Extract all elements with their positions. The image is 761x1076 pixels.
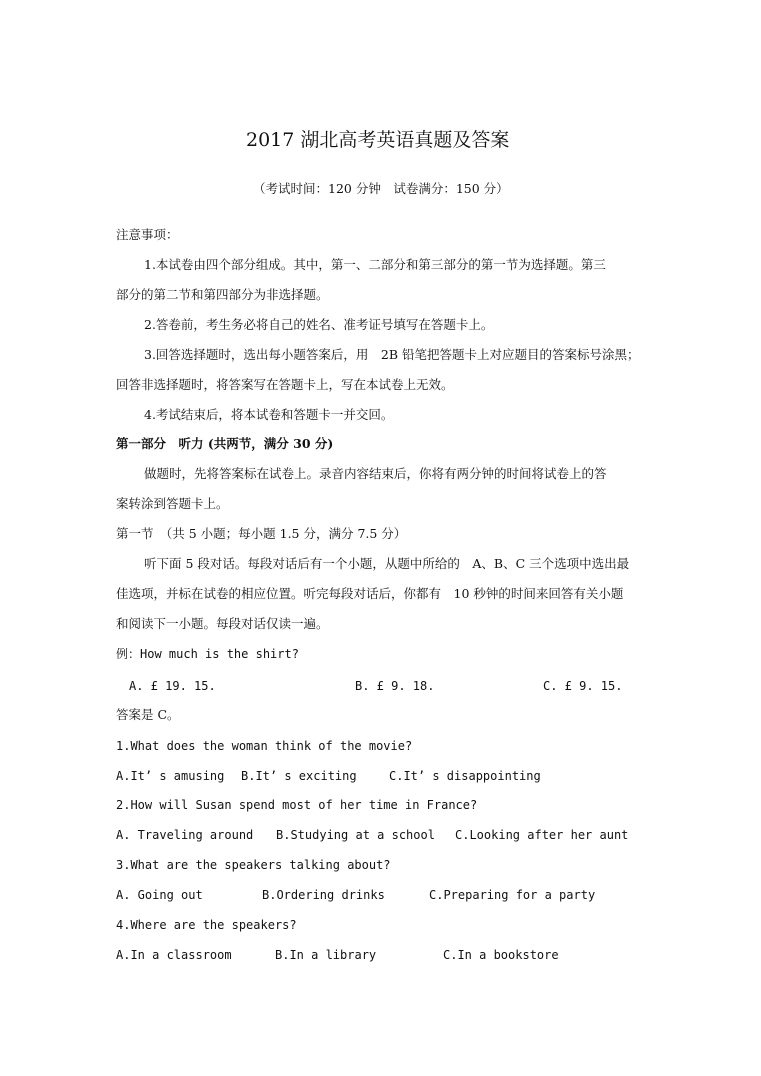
notice-item-3-line-1: 3.回答选择题时，选出每小题答案后，用 2B 铅笔把答题卡上对应题目的答案标号涂黑； [144,347,640,362]
exam-subtitle: （考试时间：120 分钟 试卷满分：150 分） [253,181,509,196]
notice-item-2: 2.答卷前，考生务必将自己的姓名、准考证号填写在答题卡上。 [144,317,494,332]
notice-item-3-line-2: 回答非选择题时，将答案写在答题卡上，写在本试卷上无效。 [116,377,454,392]
notice-heading: 注意事项： [116,227,179,242]
question-1-option-c: C.It’ s disappointing [389,769,541,783]
example-option-b: B. £ 9. 18. [355,679,435,693]
section-1-instruction-line-3: 和阅读下一小题。每段对话仅读一遍。 [116,616,329,631]
question-2-option-c: C.Looking after her aunt [455,828,629,842]
part-1-intro-line-1: 做题时，先将答案标在试卷上。录音内容结束后，你将有两分钟的时间将试卷上的答 [144,466,607,481]
question-3: 3.What are the speakers talking about? [116,858,391,872]
example-option-a: A. £ 19. 15. [129,679,216,693]
question-3-option-c: C.Preparing for a party [429,888,596,902]
question-4-option-a: A.In a classroom [116,948,232,962]
question-2-option-a: A. Traveling around [116,828,254,842]
question-4-option-c: C.In a bookstore [443,948,559,962]
question-4-option-b: B.In a library [275,948,377,962]
question-3-option-a: A. Going out [116,888,203,902]
question-3-option-b: B.Ordering drinks [262,888,385,902]
section-1-heading: 第一节 （共 5 小题；每小题 1.5 分，满分 7.5 分） [116,526,407,541]
question-1: 1.What does the woman think of the movie? [116,739,413,753]
notice-item-4: 4.考试结束后，将本试卷和答题卡一并交回。 [144,407,394,422]
question-2-option-b: B.Studying at a school [276,828,435,842]
notice-item-1-line-1: 1.本试卷由四个部分组成。其中，第一、二部分和第三部分的第一节为选择题。第三 [144,257,606,272]
question-1-option-a: A.It’ s amusing [116,769,225,783]
page-title: 2017 湖北高考英语真题及答案 [246,129,510,151]
part-1-intro-line-2: 案转涂到答题卡上。 [116,496,229,511]
question-2: 2.How will Susan spend most of her time in France? [116,798,478,812]
example-answer: 答案是 C。 [116,707,180,722]
section-1-instruction-line-2: 佳选项，并标在试卷的相应位置。听完每段对话后，你都有 10 秒钟的时间来回答有关小题 [116,586,624,601]
notice-item-1-line-2: 部分的第二节和第四部分为非选择题。 [116,287,329,302]
example-option-c: C. £ 9. 15. [543,679,623,693]
question-1-option-b: B.It’ s exciting [241,769,357,783]
example-question: 例：How much is the shirt? [116,647,299,661]
section-1-instruction-line-1: 听下面 5 段对话。每段对话后有一个小题，从题中所给的 A、B、C 三个选项中选出最 [144,556,630,571]
question-4: 4.Where are the speakers? [116,918,297,932]
part-1-heading: 第一部分 听力 (共两节，满分 30 分) [116,436,334,451]
